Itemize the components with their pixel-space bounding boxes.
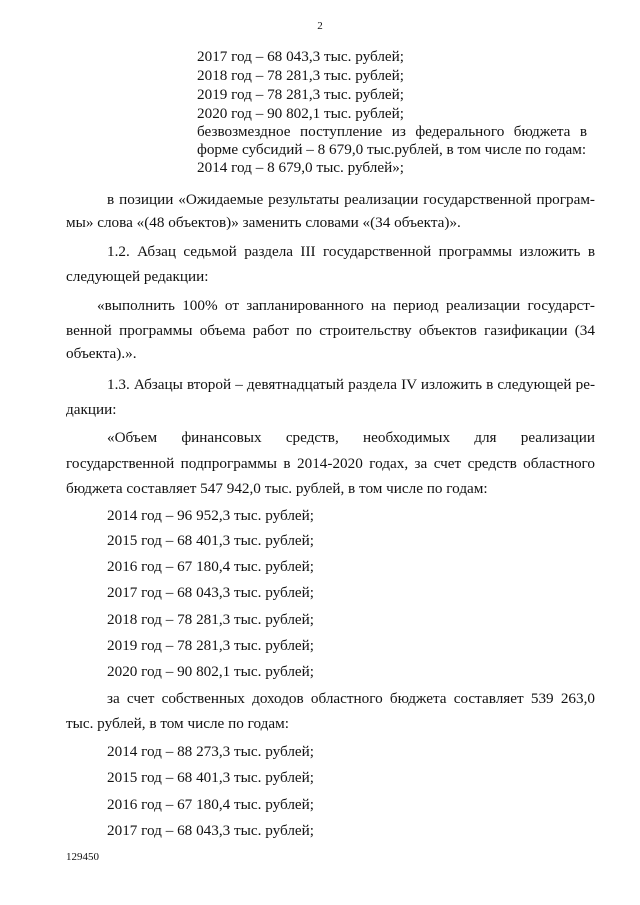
year-total-2020: 2020 год – 90 802,1 тыс. рублей;	[107, 663, 315, 680]
year-total-2014: 2014 год – 96 952,3 тыс. рублей;	[107, 507, 315, 524]
year-own-2014: 2014 год – 88 273,3 тыс. рублей;	[107, 743, 315, 760]
top-line-2017: 2017 год – 68 043,3 тыс. рублей;	[197, 48, 405, 65]
section-1-2-line-2: следующей редакции:	[66, 268, 209, 285]
year-total-2015: 2015 год – 68 401,3 тыс. рублей;	[107, 532, 315, 549]
year-own-2017: 2017 год – 68 043,3 тыс. рублей;	[107, 822, 315, 839]
quote-100-line-3: объекта).».	[66, 345, 137, 362]
year-own-2015: 2015 год – 68 401,3 тыс. рублей;	[107, 769, 315, 786]
top-line-2019: 2019 год – 78 281,3 тыс. рублей;	[197, 86, 405, 103]
expected-results-line-1: в позиции «Ожидаемые результаты реализации государственной програм-	[107, 191, 595, 208]
year-total-2016: 2016 год – 67 180,4 тыс. рублей;	[107, 558, 315, 575]
top-line-subsidy: форме субсидий – 8 679,0 тыс.рублей, в том числе по годам:	[197, 141, 587, 158]
own-revenues-line-1: за счет собственных доходов областного бюджета составляет 539 263,0	[107, 690, 595, 707]
year-own-2016: 2016 год – 67 180,4 тыс. рублей;	[107, 796, 315, 813]
top-line-2020: 2020 год – 90 802,1 тыс. рублей;	[197, 105, 405, 122]
section-1-3-line-2: дакции:	[66, 401, 117, 418]
document-code: 129450	[66, 851, 99, 863]
top-line-2018: 2018 год – 78 281,3 тыс. рублей;	[197, 67, 405, 84]
quote-100-line-1: «выполнить 100% от запланированного на период реализации государст-	[97, 297, 595, 314]
volume-line-2: государственной подпрограммы в 2014-2020 годах, за счет средств областного	[66, 455, 595, 472]
top-line-federal: безвозмездное поступление из федерального бюджета в	[197, 123, 587, 140]
expected-results-line-2: мы» слова «(48 объектов)» заменить словами «(34 объекта)».	[66, 214, 461, 231]
year-total-2018: 2018 год – 78 281,3 тыс. рублей;	[107, 611, 315, 628]
section-1-2-line-1: 1.2. Абзац седьмой раздела III государственной программы изложить в	[107, 243, 595, 260]
year-total-2019: 2019 год – 78 281,3 тыс. рублей;	[107, 637, 315, 654]
section-1-3-line-1: 1.3. Абзацы второй – девятнадцатый раздела IV изложить в следующей ре-	[107, 376, 595, 393]
year-total-2017: 2017 год – 68 043,3 тыс. рублей;	[107, 584, 315, 601]
volume-line-3: бюджета составляет 547 942,0 тыс. рублей, в том числе по годам:	[66, 480, 488, 497]
page-number: 2	[317, 20, 323, 32]
top-line-2014-subsidy: 2014 год – 8 679,0 тыс. рублей»;	[197, 159, 405, 176]
quote-100-line-2: венной программы объема работ по строительству объектов газификации (34	[66, 322, 595, 339]
volume-line-1: «Объем финансовых средств, необходимых для реализации	[107, 429, 595, 446]
own-revenues-line-2: тыс. рублей, в том числе по годам:	[66, 715, 289, 732]
